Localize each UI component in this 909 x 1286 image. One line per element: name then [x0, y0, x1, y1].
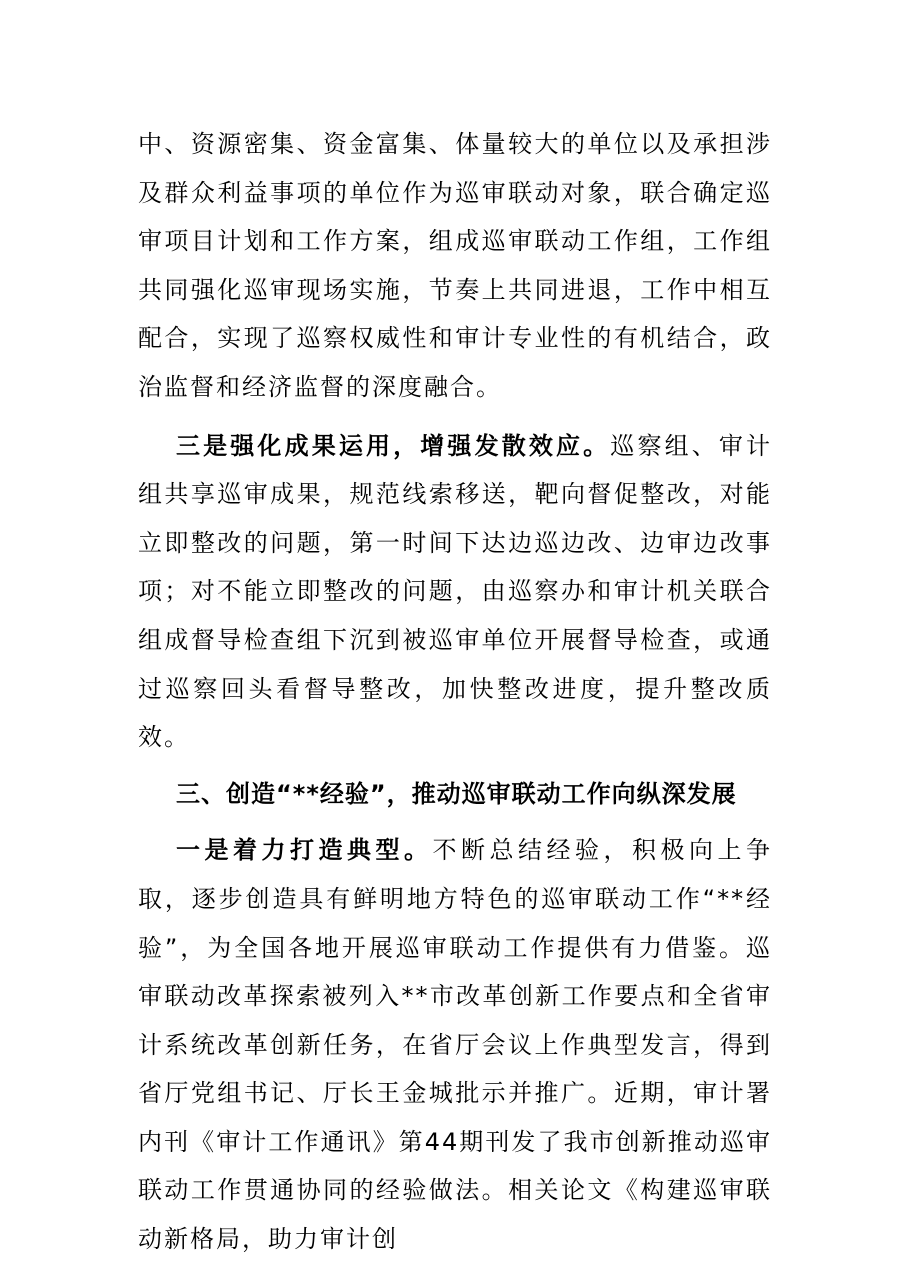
paragraph-build-model	[138, 826, 772, 1263]
paragraph-text: 不断总结经验，积极向上争取，逐步创造具有鲜明地方特色的巡审联动工作“**经验”，为全国各地开展巡审联动工作提供有力借鉴。巡审联动改革探索被列入**市改革创新工作要点和全省审计系统改革创新任务，在省厅会议上作典型发言，得到省厅党组书记、厅长王金城批示并推广。近期，审计署内刊《审计工作通讯》第44期刊发了我市创新推动巡审联动工作贯通协同的经验做法。相关论文《构建巡审联动新格局，助力审计创	[138, 836, 772, 1254]
document-body	[138, 120, 772, 1264]
paragraph-text: 中、资源密集、资金富集、体量较大的单位以及承担涉及群众利益事项的单位作为巡审联动对象，联合确定巡审项目计划和工作方案，组成巡审联动工作组，工作组共同强化巡审现场实施，节奏上共同进退，工作中相互配合，实现了巡察权威性和审计专业性的有机结合，政治监督和经济监督的深度融合。	[138, 130, 772, 401]
paragraph-text: 巡察组、审计组共享巡审成果，规范线索移送，靶向督促整改，对能立即整改的问题，第一时间下达边巡边改、边审边改事项；对不能立即整改的问题，由巡察办和审计机关联合组成督导检查组下沉到被巡审单位开展督导检查，或通过巡察回头看督导整改，加快整改进度，提升整改质效。	[138, 431, 773, 752]
paragraph-continuation	[138, 120, 772, 412]
paragraph-lead: 三是强化成果运用，增强发散效应。	[176, 431, 611, 460]
section-heading: 三、创造“**经验”，推动巡审联动工作向纵深发展	[176, 779, 737, 808]
paragraph-outcome-use	[138, 422, 772, 762]
paragraph-lead: 一是着力打造典型。	[176, 836, 433, 865]
